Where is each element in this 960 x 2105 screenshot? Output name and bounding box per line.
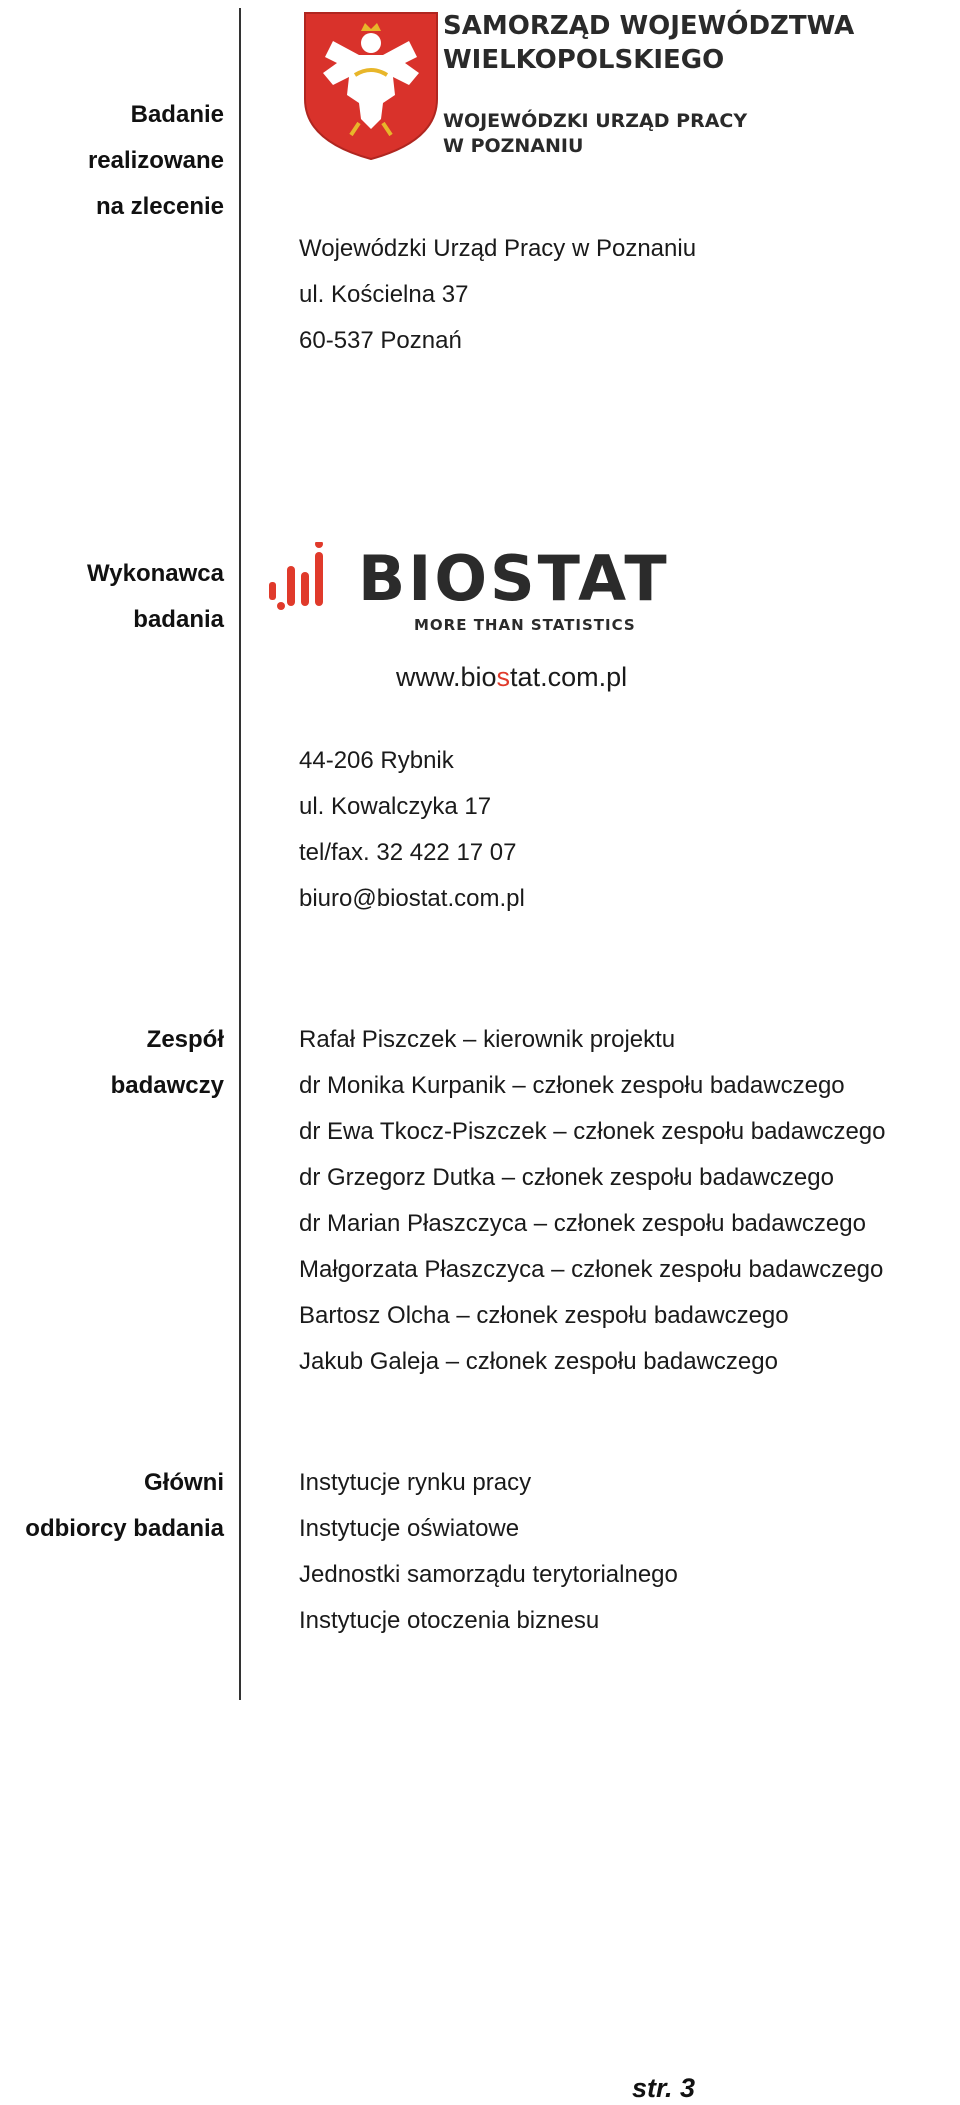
list-item: dr Marian Płaszczyca – członek zespołu badawczego [299, 1210, 866, 1237]
list-item: dr Monika Kurpanik – członek zespołu badawczego [299, 1072, 845, 1099]
website-link[interactable]: www.biostat.com.pl [396, 662, 628, 692]
recipients-list [299, 1460, 678, 1644]
list-item: Instytucje rynku pracy [299, 1469, 532, 1496]
vertical-divider [239, 8, 241, 1700]
logo-office-line2: W POZNANIU [443, 135, 584, 157]
list-item: dr Grzegorz Dutka – członek zespołu badawczego [299, 1164, 834, 1191]
list-item: Jakub Galeja – członek zespołu badawczego [299, 1348, 778, 1375]
list-item: Instytucje oświatowe [299, 1515, 520, 1542]
list-item: Rafał Piszczek – kierownik projektu [299, 1026, 676, 1053]
team-label: Zespół badawczy [110, 1026, 224, 1099]
biostat-wordmark: BIOSTAT [358, 542, 670, 615]
biostat-bars-icon [269, 542, 331, 612]
recipients-label: Główni odbiorcy badania [25, 1469, 224, 1542]
commission-label: Badanie realizowane na zlecenie [87, 101, 224, 220]
list-item: dr Ewa Tkocz-Piszczek – członek zespołu badawczego [299, 1118, 886, 1145]
eagle-shield-icon [303, 11, 439, 161]
list-item: Jednostki samorządu terytorialnego [299, 1561, 678, 1588]
team-list [299, 1017, 886, 1385]
commission-address: Wojewódzki Urząd Pracy w Poznaniu ul. Kościelna 37 60-537 Poznań [299, 235, 697, 354]
contractor-label: Wykonawca badania [87, 560, 224, 633]
logo-name-line1: SAMORZĄD WOJEWÓDZTWA [443, 11, 855, 41]
biostat-tagline: MORE THAN STATISTICS [414, 616, 636, 634]
wielkopolska-logo [303, 11, 855, 166]
contractor-contact: 44-206 Rybnik ul. Kowalczyka 17 tel/fax. 32 422 17 07 biuro@biostat.com.pl [299, 738, 525, 922]
list-item: Instytucje otoczenia biznesu [299, 1607, 600, 1634]
logo-office-line1: WOJEWÓDZKI URZĄD PRACY [443, 110, 748, 132]
list-item: Bartosz Olcha – członek zespołu badawczego [299, 1302, 789, 1329]
contact-email[interactable]: biuro@biostat.com.pl [299, 885, 525, 912]
list-item: Małgorzata Płaszczyca – członek zespołu badawczego [299, 1256, 884, 1283]
logo-name-line2: WIELKOPOLSKIEGO [443, 45, 725, 75]
biostat-logo [269, 542, 670, 634]
page-number: str. 3 [632, 2073, 696, 2103]
